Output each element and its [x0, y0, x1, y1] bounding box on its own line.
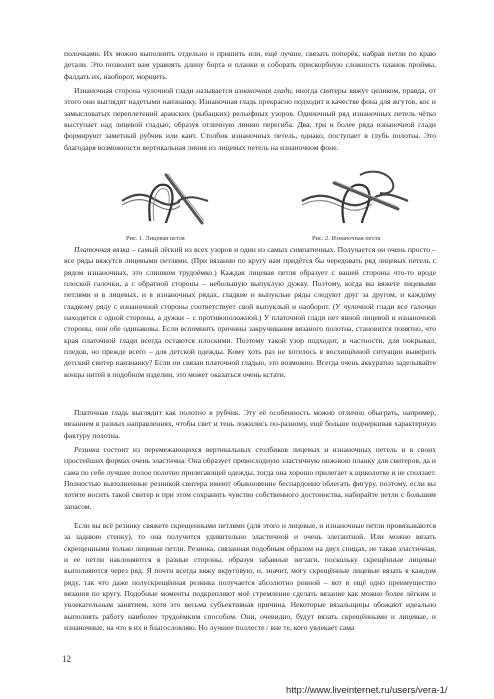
- paragraph-5: Резинка состоит из перемежающихся вертикальных столбиков лицевых и изнаночных петель и в своих простейших формах очень эластична. Она образует превосходную эластичную нижнюю планку для свитеров, да и сама по себе лучшее полое полотно прилегающей одежды, тогда она хорошо прилегает к щиколотке и не сползает. Полностью выполненные резинкой свитера имеют обыкновение беспардонно облегать фигуру, поэтому, если вы хотите носить такой свитер и при этом сохранить чувство собственного достоинства, набирайте петли с большим запасом.: [64, 445, 436, 511]
- paragraph-3: Платочная вязка – самый лёгкий из всех узоров и один из самых симпатичных. Получается он очень просто – все ряды вяжутся лицевыми петлями. (При вязании по кругу вам придётся бы чередовать ряд лицевых петель с рядом изнаночных, это слишком трудоёмко.) Каждая лицевая петля образует с вашей стороны что-то вроде плоской галочки, а с обратной стороны – небольшую выпуклую дужку. Поэтому, когда вы вяжете лицевыми петлями и в лицевых, и в изнаночных рядах, гладкие и выпуклые ряды следуют друг за другом, и каждому гладкому ряду с изнаночной стороны соответствует свой выпуклый и наоборот. (У чулочной глади все галочки находятся с одной стороны, а дужки – с противоположной.) У платочной глади нет явной лицевой и изнаночной стороны, они обе одинаковы. Если вспомнить причины закручивания вязаного полотна, становится понятно, что края платочной глади всегда остаются плоскими. Поэтому такой узор подходит, в частности, для покрывал, пледов, но прежде всего – для детской одежды. Кому хоть раз не хотелось в восхищённой ситуации выверить детский свитер наизнанку? Если он связан платочной гладью, это возможно. Всегда очень аккуратно заделывайте концы нитей в подобном изделии, это может оказаться очень кстати.: [64, 245, 436, 379]
- paragraph-2: Изнаночная сторона чулочной глади называется изнаночная гладь; иногда свитеры вяжут целиком, правда, от этого они выглядят надетыми наизнанку. Изнаночная гладь прекрасно подходит в качестве фона для жгутов, кос и замысловатых переплетений аранских (рыбацких) рельефных узоров. Одиночный ряд изнаночных петель чётко выступает над лицевой гладью, образуя отличную линию перегиба. Два, три и более ряда изнаночной глади формируют заметный рубчик или кант. Столбик изнаночных петель, однако, поступает в глубь полотна. Это благодаря возможности вертикальная линия из лицевых петель на изнаночном фоне.: [64, 86, 436, 152]
- knit-stitch-illustration: [120, 171, 210, 225]
- page-number: 12: [62, 654, 71, 664]
- paragraph-6: Если вы всё резинку свяжете скрещенными петлями (для этого и лицевые, и изнаночные петли провязываются за заднюю стенку), то она получится удивительно эластичной и очень элегантной. Или можно вязать скрещенными только лицевые петли. Резинка, связанная подобным образом на двух спицах, не такая эластичная, и ее петли наклоняются в разные стороны, образуя забавные зигзаги, поскольку скрещённые лицевые выполняются через ряд. Я почти всегда вяжу вкруговую, и, значит, могу скрещённые лицевые вязать в каждом ряду, так что даже полускрещённая резинка получается абсолютно ровной – вот и ещё одно преимущество вязания по кругу. Подобные моменты подкрепляют моё стремление сделать вязание как можно более лёгким и увлекательным занятием, хотя это весьма субъективная причина. Некоторые вязальщицы обожают идеально выполнять работу наиболее трудоёмким способом. Они, очевидно, будут вязать скрещёнными и лицевые, и изнаночные, на что я их и благословляю. Но лучшее поллесте / вне те, кого увлекает сама: [64, 521, 436, 633]
- purl-stitch-illustration: [300, 165, 410, 225]
- paragraph-1: полочками. Их можно выполнить отдельно и пришить или, ещё лучше, связать поперёк, набрав петли по краю детали. Это позволит вам уравнять длину борта и планки и соборать прискорбную сложность планок проймы, фалдать их, наоборот, морщить.: [64, 49, 436, 81]
- source-watermark: http://www.liveinternet.ru/users/vera-1/: [286, 685, 448, 696]
- figure-1-caption: Рис. 1. Лицевая петля: [126, 235, 185, 242]
- figure-2-caption: Рис. 2. Изнаночная петля: [312, 235, 381, 242]
- paragraph-4: Платочная гладь выглядит как полотно в рубчик. Эту её особенность можно отлично обыграть, например, вязанием в разных направлениях, чтобы свет и тень ложились по-разному, ещё больше подчеркивая характерную фактуру полотна.: [64, 408, 436, 440]
